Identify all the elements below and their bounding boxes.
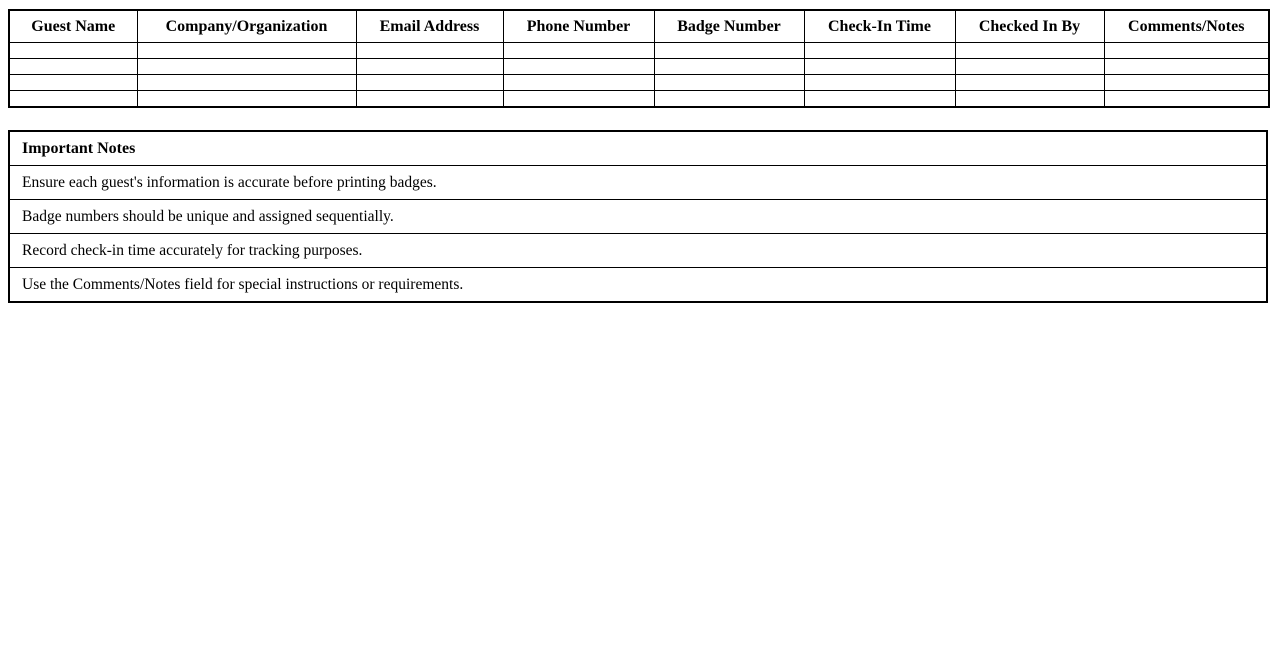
entry-cell-checkin-time[interactable] [804,59,955,75]
entry-cell-comments[interactable] [1104,43,1269,59]
entry-cell-checkin-time[interactable] [804,91,955,108]
entry-cell-checked-by[interactable] [955,75,1104,91]
note-row [9,234,1267,268]
table-row [9,43,1269,59]
note-item: Ensure each guest's information is accurate before printing badges. [9,166,1267,200]
entry-cell-badge[interactable] [654,75,804,91]
entry-cell-guest-name[interactable] [9,75,137,91]
column-header-badge-number: Badge Number [654,10,804,43]
entry-cell-comments[interactable] [1104,75,1269,91]
column-header-check-in-time: Check-In Time [804,10,955,43]
entry-cell-company[interactable] [137,75,356,91]
table-row [9,59,1269,75]
entry-cell-guest-name[interactable] [9,91,137,108]
note-row [9,166,1267,200]
entry-cell-badge[interactable] [654,43,804,59]
entry-cell-comments[interactable] [1104,91,1269,108]
entry-cell-checked-by[interactable] [955,91,1104,108]
entry-cell-checked-by[interactable] [955,43,1104,59]
notes-title: Important Notes [9,131,1267,166]
column-header-comments-notes: Comments/Notes [1104,10,1269,43]
entry-cell-email[interactable] [356,75,503,91]
important-notes-table [8,130,1268,303]
entry-cell-company[interactable] [137,91,356,108]
column-header-company-organization: Company/Organization [137,10,356,43]
entry-cell-checked-by[interactable] [955,59,1104,75]
entry-cell-phone[interactable] [503,75,654,91]
entry-cell-badge[interactable] [654,91,804,108]
column-header-email-address: Email Address [356,10,503,43]
entry-cell-badge[interactable] [654,59,804,75]
entry-cell-company[interactable] [137,59,356,75]
column-header-checked-in-by: Checked In By [955,10,1104,43]
column-header-guest-name: Guest Name [9,10,137,43]
note-item: Use the Comments/Notes field for special instructions or requirements. [9,268,1267,303]
entry-cell-phone[interactable] [503,43,654,59]
table-row [9,75,1269,91]
entry-cell-email[interactable] [356,91,503,108]
entry-cell-guest-name[interactable] [9,43,137,59]
entry-cell-checkin-time[interactable] [804,75,955,91]
note-row [9,268,1267,303]
table-row [9,91,1269,108]
entry-cell-email[interactable] [356,59,503,75]
entry-cell-guest-name[interactable] [9,59,137,75]
notes-title-row [9,131,1267,166]
entry-cell-phone[interactable] [503,59,654,75]
guest-checkin-table [8,9,1270,108]
checkin-header-row [9,10,1269,43]
entry-cell-checkin-time[interactable] [804,43,955,59]
entry-cell-phone[interactable] [503,91,654,108]
note-item: Badge numbers should be unique and assigned sequentially. [9,200,1267,234]
entry-cell-email[interactable] [356,43,503,59]
entry-cell-company[interactable] [137,43,356,59]
column-header-phone-number: Phone Number [503,10,654,43]
note-item: Record check-in time accurately for tracking purposes. [9,234,1267,268]
note-row [9,200,1267,234]
entry-cell-comments[interactable] [1104,59,1269,75]
